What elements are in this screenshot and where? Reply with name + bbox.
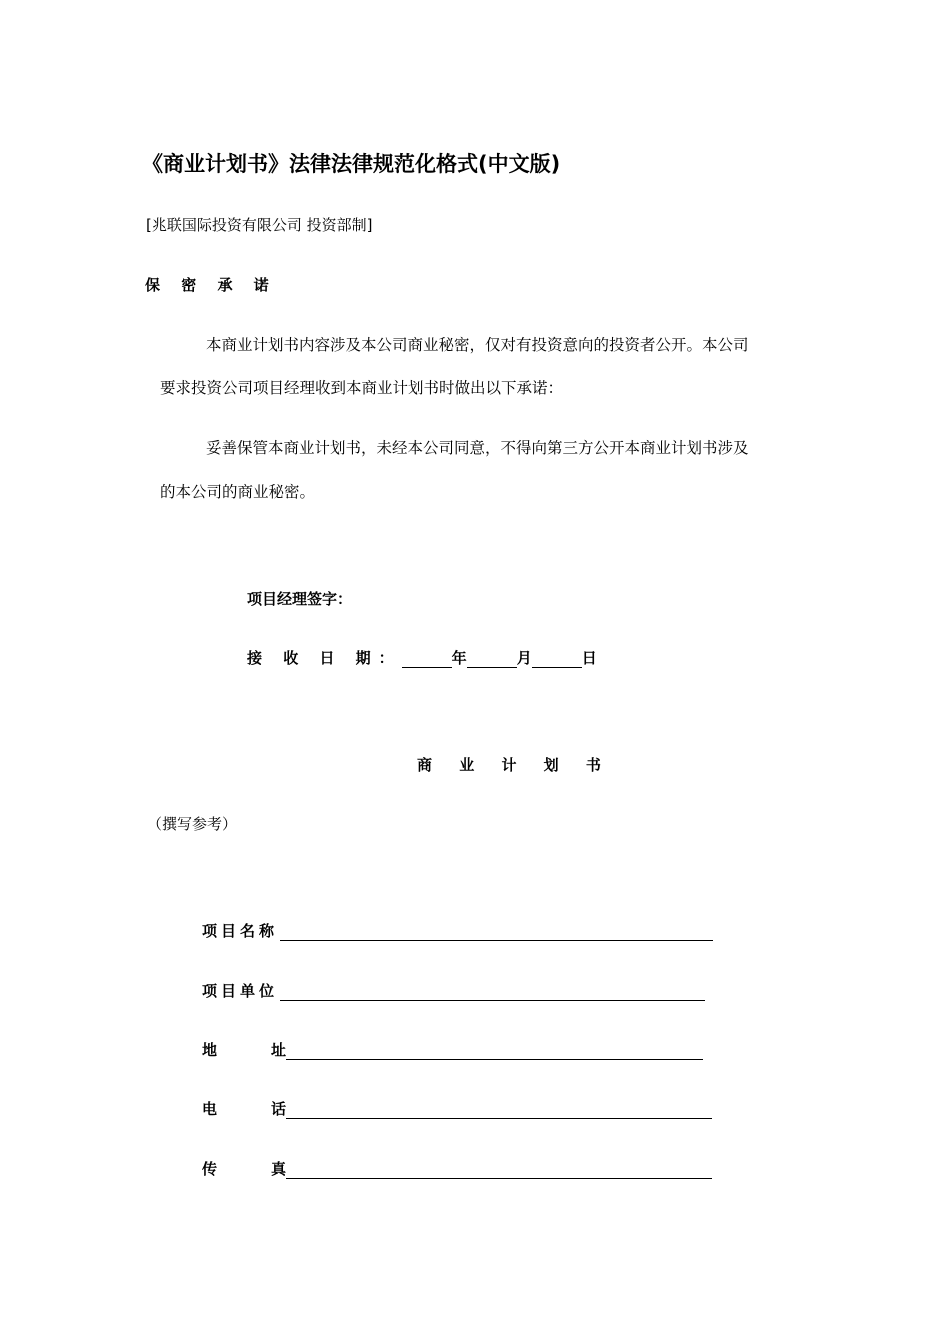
receive-date-row: [247, 647, 597, 668]
phone-field: [202, 1098, 712, 1119]
document-title: 《商业计划书》法律法律规范化格式(中文版): [142, 152, 561, 176]
month-label: 月: [516, 649, 532, 667]
fax-label: [202, 1158, 286, 1179]
phone-label-char-2: 话: [270, 1100, 286, 1118]
address-field: [202, 1039, 703, 1060]
project-unit-field: [202, 980, 705, 1001]
month-blank[interactable]: [467, 651, 517, 668]
year-label: 年: [451, 649, 467, 667]
document-subtitle: [兆联国际投资有限公司 投资部制]: [146, 216, 373, 234]
day-label: 日: [581, 649, 597, 667]
confidentiality-paragraph-2-line-2: 的本公司的商业秘密。: [160, 483, 316, 501]
address-label: [202, 1039, 286, 1060]
confidentiality-paragraph-1-line-1: 本商业计划书内容涉及本公司商业秘密，仅对有投资意向的投资者公开。本公司: [206, 336, 749, 354]
address-label-char-2: 址: [270, 1041, 286, 1059]
confidentiality-paragraph-2-line-1: 妥善保管本商业计划书，未经本公司同意，不得向第三方公开本商业计划书涉及: [206, 439, 749, 457]
writing-reference-note: （撰写参考）: [147, 815, 238, 833]
project-unit-label: 项目单位: [202, 982, 279, 1000]
day-blank[interactable]: [532, 651, 582, 668]
project-name-field: [202, 920, 713, 941]
project-name-label: 项目名称: [202, 922, 279, 940]
project-unit-line[interactable]: [280, 984, 705, 1001]
fax-label-char-2: 真: [270, 1160, 286, 1178]
manager-signature-label: 项目经理签字：: [247, 590, 353, 608]
phone-label: [202, 1098, 286, 1119]
fax-field: [202, 1158, 712, 1179]
address-label-char-1: 地: [202, 1041, 218, 1059]
phone-label-char-1: 电: [202, 1100, 218, 1118]
project-name-line[interactable]: [280, 924, 713, 941]
address-line[interactable]: [286, 1043, 703, 1060]
confidentiality-heading: 保 密 承 诺: [145, 276, 277, 294]
business-plan-heading: 商 业 计 划 书: [417, 756, 612, 774]
receive-date-label: 接 收 日 期：: [247, 649, 402, 667]
fax-line[interactable]: [286, 1162, 712, 1179]
fax-label-char-1: 传: [202, 1160, 218, 1178]
year-blank[interactable]: [402, 651, 452, 668]
confidentiality-paragraph-1-line-2: 要求投资公司项目经理收到本商业计划书时做出以下承诺：: [160, 379, 564, 397]
phone-line[interactable]: [286, 1102, 712, 1119]
